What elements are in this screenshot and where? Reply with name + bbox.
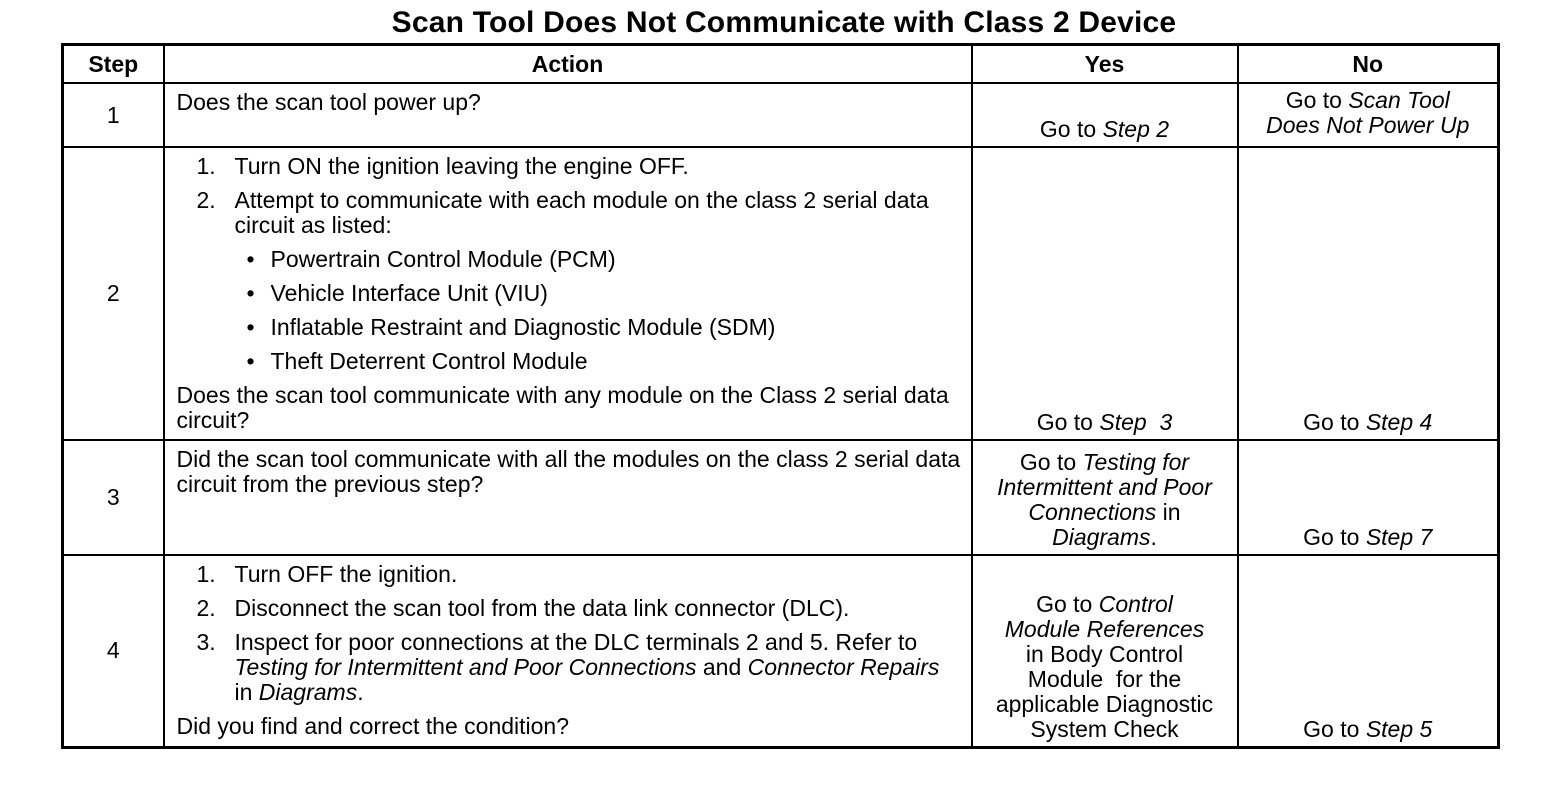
action-item xyxy=(197,154,961,179)
yes-suffix: in xyxy=(1156,499,1181,525)
action-text: Turn OFF the ignition. xyxy=(234,561,458,587)
yes-suffix: . xyxy=(1150,524,1157,550)
diagnostic-table xyxy=(61,43,1500,749)
yes-text-line: applicable Diagnostic xyxy=(995,690,1214,717)
no-cell xyxy=(1238,147,1499,440)
action-item xyxy=(197,630,961,705)
action-cell xyxy=(164,440,972,555)
no-prefix: Go to xyxy=(1303,524,1366,550)
step-question: Did you find and correct the condition? xyxy=(176,713,570,739)
yes-link-line1[interactable]: Control xyxy=(1098,590,1173,617)
no-link[interactable]: Step 5 xyxy=(1365,715,1433,742)
action-item xyxy=(197,562,961,587)
action-cell xyxy=(164,147,972,440)
header-row xyxy=(63,45,1499,84)
module-item: • Theft Deterrent Control Module xyxy=(247,349,961,374)
yes-link[interactable]: Step 3 xyxy=(1099,409,1173,435)
yes-prefix: Go to xyxy=(1036,590,1099,617)
yes-cell xyxy=(972,555,1238,747)
action-text: in xyxy=(234,679,259,705)
no-link[interactable]: Step 7 xyxy=(1365,524,1433,550)
action-text: Disconnect the scan tool from the data link connector (DLC). xyxy=(234,595,850,621)
action-item xyxy=(197,188,961,374)
action-text: . xyxy=(357,679,364,705)
yes-cell xyxy=(972,83,1238,147)
action-item xyxy=(197,596,961,621)
header-yes: Yes xyxy=(972,45,1238,84)
yes-prefix: Go to xyxy=(1019,449,1083,475)
table-row-step-2 xyxy=(63,147,1499,440)
table-row-step-4 xyxy=(63,555,1499,747)
step-question: Does the scan tool power up? xyxy=(176,89,481,115)
module-list xyxy=(235,247,961,374)
no-cell xyxy=(1238,440,1499,555)
action-text: Attempt to communicate with each module on the class 2 serial data circuit as listed: xyxy=(234,187,929,238)
action-link[interactable]: Testing for Intermittent and Poor Connections xyxy=(234,654,697,680)
yes-cell xyxy=(972,440,1238,555)
action-cell xyxy=(164,555,972,747)
no-link-line1[interactable]: Scan Tool xyxy=(1348,87,1450,113)
module-item: • Inflatable Restraint and Diagnostic Module (SDM) xyxy=(247,315,961,340)
action-cell xyxy=(164,83,972,147)
action-number: 1. xyxy=(196,561,216,587)
yes-prefix: Go to xyxy=(1039,116,1103,142)
no-link-line2[interactable]: Does Not Power Up xyxy=(1266,112,1470,138)
no-cell xyxy=(1238,83,1499,147)
step-number: 1 xyxy=(63,83,164,147)
yes-text-line: in Body Control xyxy=(1025,640,1184,667)
action-number: 2. xyxy=(196,595,216,621)
no-prefix: Go to xyxy=(1285,87,1349,113)
yes-link[interactable]: Step 2 xyxy=(1102,116,1170,142)
yes-link-line1[interactable]: Testing for xyxy=(1082,449,1190,475)
action-link[interactable]: Connector Repairs xyxy=(747,654,940,680)
action-number: 2. xyxy=(196,187,216,213)
yes-prefix: Go to xyxy=(1036,409,1100,435)
header-step: Step xyxy=(63,45,164,84)
table-row-step-1 xyxy=(63,83,1499,147)
page-title: Scan Tool Does Not Communicate with Class 2 Device xyxy=(391,6,1177,39)
yes-text-line: Module for the xyxy=(1027,665,1182,692)
action-list xyxy=(177,562,961,705)
no-cell xyxy=(1238,555,1499,747)
no-link[interactable]: Step 4 xyxy=(1365,409,1433,435)
yes-text-line: System Check xyxy=(1030,715,1179,742)
module-item: • Powertrain Control Module (PCM) xyxy=(247,247,961,272)
step-question: Does the scan tool communicate with any module on the Class 2 serial data circuit? xyxy=(176,382,949,433)
action-link[interactable]: Diagrams xyxy=(258,679,358,705)
yes-link-line3[interactable]: Connections xyxy=(1028,499,1157,525)
no-prefix: Go to xyxy=(1303,715,1366,742)
module-item: • Vehicle Interface Unit (VIU) xyxy=(247,281,961,306)
yes-link-line2[interactable]: Intermittent and Poor xyxy=(997,474,1212,500)
step-number: 4 xyxy=(63,555,164,747)
yes-link-line4[interactable]: Diagrams xyxy=(1052,524,1151,550)
table-row-step-3 xyxy=(63,440,1499,555)
step-number: 2 xyxy=(63,147,164,440)
header-action: Action xyxy=(164,45,972,84)
action-text: Inspect for poor connections at the DLC terminals 2 and 5. Refer to xyxy=(234,629,918,655)
action-number: 3. xyxy=(196,629,216,655)
yes-cell xyxy=(972,147,1238,440)
action-text: and xyxy=(696,654,748,680)
no-prefix: Go to xyxy=(1303,409,1366,435)
action-list xyxy=(177,154,961,374)
step-question: Did the scan tool communicate with all the modules on the class 2 serial data circuit from the previous step? xyxy=(176,446,961,497)
action-text: Turn ON the ignition leaving the engine OFF. xyxy=(234,153,689,179)
step-number: 3 xyxy=(63,440,164,555)
yes-link-line2[interactable]: Module References xyxy=(1004,615,1205,642)
header-no: No xyxy=(1238,45,1499,84)
action-number: 1. xyxy=(196,153,216,179)
